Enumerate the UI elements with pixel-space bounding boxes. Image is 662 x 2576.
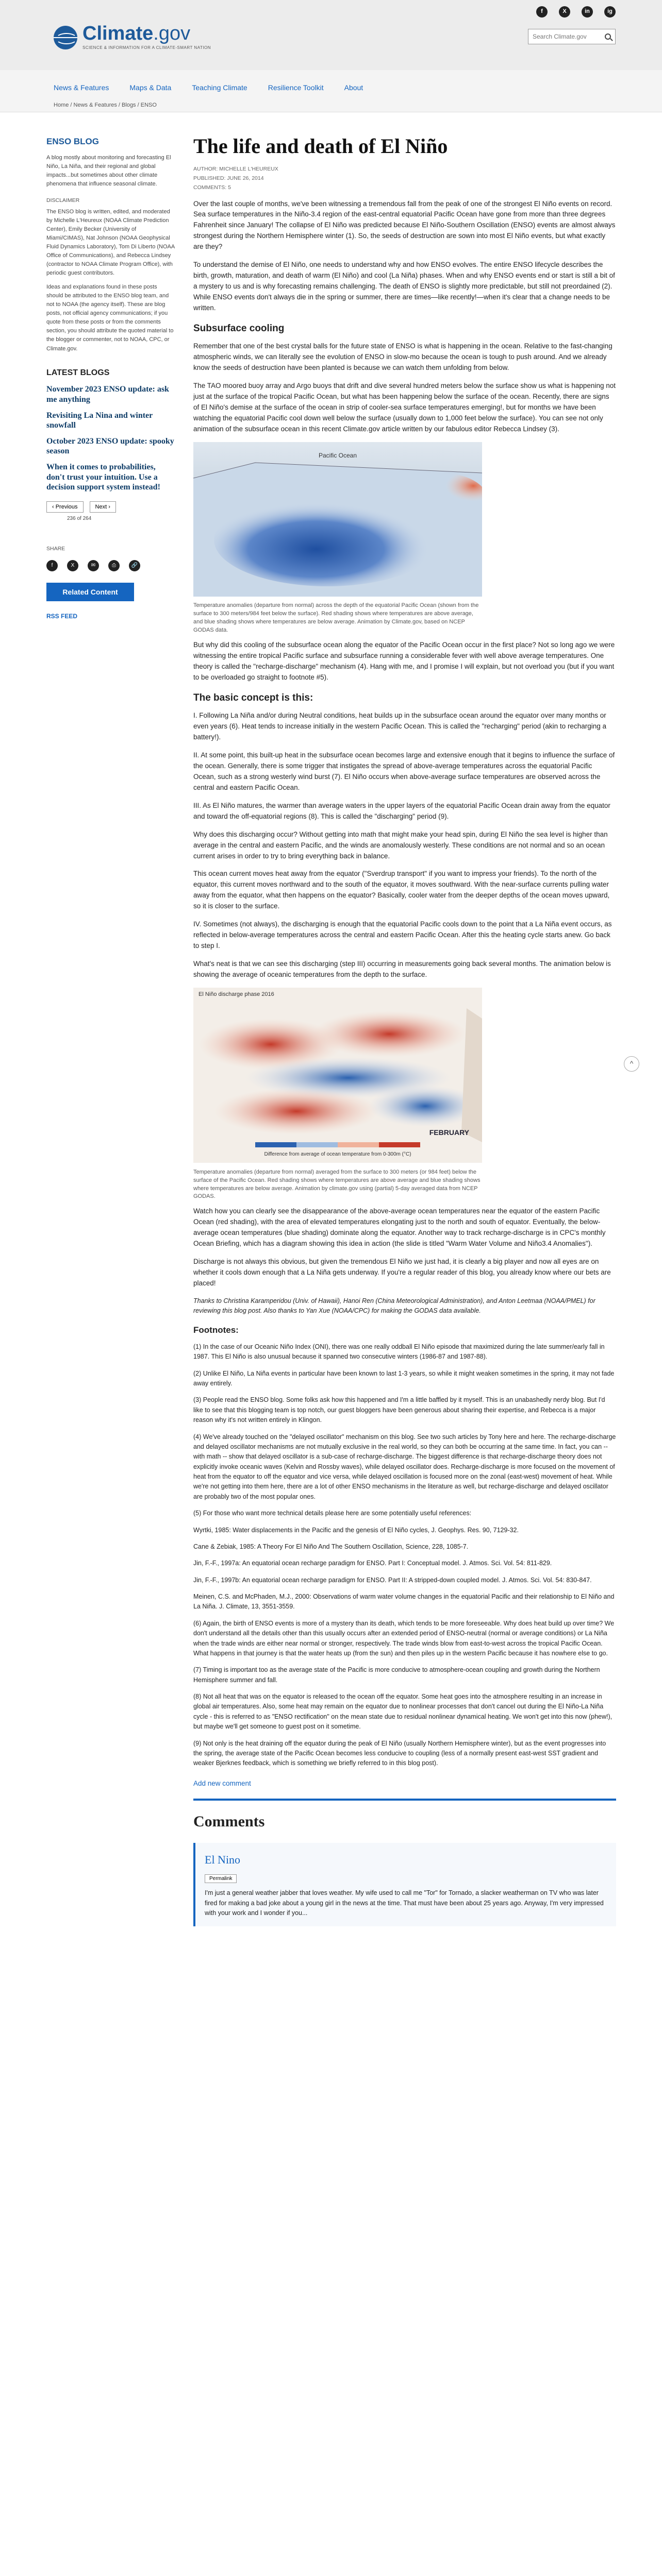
pager-count: 236 of 264 [67,516,92,522]
footnotes-heading: Footnotes: [193,1325,239,1335]
sidebar [46,135,175,621]
footnote: (4) We've already touched on the "delayed oscillator" mechanism on this blog. See two such articles by Tony here and here. The recharge-discharge and delayed oscillator mechanisms are not mutually exclusive in the real world, so they can both be occurring at the same time. In fact, you can -- with math -- show that delayed oscillator is a sub-case of recharge-discharge. The biggest difference is that recharge-discharge theory does not explicitly invoke oceanic waves (Kelvin and Rossby waves), while delayed oscillator does. Recharge-discharge is more focused on the movement of heat from the equator to off the equator and vice versa, while delayed oscillation is focused more on the zonal (east-west) movement of heat. While we're not getting into them here, there are a lot of other ENSO mechanisms in the literature as well, but recharge-discharge and delayed oscillator are probably two of the most popular ones. [193,1433,616,1500]
reference: Jin, F.-F., 1997a: An equatorial ocean recharge paradigm for ENSO. Part I: Conceptual model. J. Atmos. Sci. Vol. 54: 811-829. [193,1560,552,1567]
latest-link[interactable]: November 2023 ENSO update: ask me anything [46,385,169,404]
nav-news[interactable]: News & Features [54,83,109,92]
footnotes [193,1342,616,1769]
subsurface-heatmap [193,442,482,597]
share-email-icon[interactable]: ✉ [88,560,99,571]
sidebar-intro: A blog mostly about monitoring and forecasting El Niño, La Niña, and their regional and global impacts...but sometimes about other climate phenomena that influence seasonal climate. [46,155,171,188]
footnote: (6) Again, the birth of ENSO events is more of a mystery than its death, which tends to be more foreseeable. Why does heat build up over time? We don't understand all the details other than this usually occurs after an extended period of ENSO-neutral (normal or average conditions) or La Niña when the trade winds are either near normal or stronger, respectively. The trade winds blow from east-to-west across the tropical Pacific Ocean. What happens in that journey is that the water heats up (from the sun) and then piles up in the western Pacific because it has nowhere else to go. [193,1619,615,1657]
latest-heading: LATEST BLOGS [46,368,110,377]
footnote: (9) Not only is the heat draining off the equator during the peak of El Niño (usually Northern Hemisphere winter), but as the event progresses into the spring, the average state of the Pacific Ocean becomes less conducive to coupling (less of a normally present east-west SST gradient and weaker Bjerknes feedback, which is something we briefly referred to in this blog post). [193,1739,606,1767]
month-label: FEBRUARY [429,1128,469,1137]
section-heading: The basic concept is this: [193,692,313,703]
logo-tagline: SCIENCE & INFORMATION FOR A CLIMATE-SMART NATION [82,45,211,50]
page-title: The life and death of El Niño [193,134,448,158]
share-facebook-icon[interactable]: f [46,560,58,571]
discharge-map [193,988,482,1163]
author[interactable]: AUTHOR: MICHELLE L'HEUREUX [193,166,278,172]
step-4: IV. Sometimes (not always), the discharging is enough that the equatorial Pacific cools down to the point that a La Niña event occurs, as reflected in below-average temperatures across the central and eastern Pacific Ocean. After this the heating cycle starts anew. Go back to step I. [193,920,612,950]
comment [193,1843,616,1926]
search-input[interactable] [528,29,616,44]
footnote: (8) Not all heat that was on the equator is released to the ocean off the equator. Some heat goes into the atmosphere resulting in an increase in global air temperatures. Also, some heat may remain on the equator due to nonlinear processes that don't cancel out during the El Niño-La Niña cycle - this is referred to as "ENSO rectification" on the mean state due to residual nonlinear dynamical heating. We won't get into this now (phew!), but maybe we'll get someone to guest post on it sometime. [193,1693,613,1731]
reference: Jin, F.-F., 1997b: An equatorial ocean recharge paradigm for ENSO. Part II: A stripped-down coupled model. J. Atmos. Sci. Vol. 54: 830-847. [193,1576,592,1584]
paragraph: Remember that one of the best crystal balls for the future state of ENSO is what is happening in the ocean. Relative to the fast-changing atmospheric winds, we can literally see the evolution of ENSO in slow-mo because the ocean is tough to push around. And we already know the seeds of destruction have been planted is because we can watch them unfolding from below. [193,342,613,372]
comments-heading: Comments [193,1812,265,1830]
rss-feed-link[interactable]: RSS FEED [46,612,78,620]
reference: Meinen, C.S. and McPhaden, M.J., 2000: Observations of warm water volume changes in the equatorial Pacific and their relationship to El Niño and La Niña. J. Climate, 13, 3551-3559. [193,1593,615,1611]
footnote: (1) In the case of our Oceanic Niño Index (ONI), there was one really oddball El Niño episode that maximized during the late summer/early fall in 1987. This El Niño is also unusual because it spanned two consecutive winters (1986-87 and 1987-88). [193,1343,605,1361]
linkedin-icon[interactable]: in [582,6,593,18]
paragraph: Discharge is not always this obvious, but given the tremendous El Niño we just had, it is clearly a big player and now all eyes are on whether it cools down enough that a La Niña gets underway. If you're a regular reader of this blog, you already know where our bets are placed! [193,1258,611,1287]
nav-resilience[interactable]: Resilience Toolkit [268,83,324,92]
section-heading: Subsurface cooling [193,323,285,334]
paragraph: The TAO moored buoy array and Argo buoys that drift and dive several hundred meters below the surface show us what is happening not just at the surface of the tropical Pacific Ocean, but what has been happening below the surface of the ocean. Recently, there are signs of El Niño's demise at the surface of the ocean in strip of cooler-sea surface temperatures emerging!, but for months we have been watching the equatorial Pacific cool down well below the surface (usually down to 1,000 feet below the surface). You can see not only animation of the subsurface ocean in this recent Climate.gov article written by our fabulous editor Rebecca Lindsey (3). [193,381,616,433]
search-placeholder: Search Climate.gov [533,32,587,40]
comment-text: I'm just a general weather jabber that loves weather. My wife used to call me "Tor" for Tornado, a slacker weatherman on TV who was later fired for making a bad joke about a young girl in the news at the time. That must have been about 25 years ago. Anyway, I'm very impressed with your work and I wonder if you... [205,1889,604,1917]
link-icon[interactable]: 🔗 [129,560,140,571]
x-icon[interactable]: X [559,6,570,18]
nav-teaching[interactable]: Teaching Climate [192,83,247,92]
figure-title: El Niño discharge phase 2016 [198,991,274,997]
next-button[interactable]: Next › [90,501,116,513]
figure-discharge [193,988,482,1201]
nav-maps[interactable]: Maps & Data [129,83,172,92]
pager [46,501,175,513]
latest-link[interactable]: When it comes to probabilities, don't trust your intuition. Use a decision support system instead! [46,463,160,492]
sidebar-title: ENSO BLOG [46,137,100,146]
latest-link[interactable]: Revisiting La Nina and winter snowfall [46,411,153,430]
figure-subsurface [193,442,482,635]
latest-link[interactable]: October 2023 ENSO update: spooky season [46,437,174,456]
reference: Wyrtki, 1985: Water displacements in the Pacific and the genesis of El Niño cycles, J. Geophys. Res. 90, 7129-32. [193,1526,519,1534]
step-2: II. At some point, this built-up heat in the subsurface ocean becomes large and extensive enough that it begins to influence the surface of the ocean. Generally, there is some trigger that instigates the spread of above-average temperatures across the equatorial Pacific Ocean, such as a strong westerly wind burst (7). El Niño occurs when above-average surface temperatures are observed across the central and eastern Pacific Ocean. [193,751,615,791]
paragraph: Why does this discharging occur? Without getting into math that might make your head spin, during El Niño the sea level is higher than average in the central and eastern Pacific, and the winds are anomalously westerly. These conditions are not normal and so an ocean current arises in order to try to bring everything back in balance. [193,830,608,860]
paragraph: But why did this cooling of the subsurface ocean along the equator of the Pacific Ocean occur in the first place? Not so long ago we were witnessing the entire tropical Pacific surface and subsurface running a considerable fever with well above average temperatures. One theory is called the "recharge-discharge" mechanism (4). Hang with me, and I promise I will explain, but not overload you (but if you want to be overloaded go straight to footnote #5). [193,641,615,681]
footnote: (5) For those who want more technical details please here are some potentially useful references: [193,1510,472,1517]
social-links [536,6,616,18]
step-1: I. Following La Niña and/or during Neutral conditions, heat builds up in the subsurface ocean around the equator over many months or even years (6). Heat tends to increase initially in the western Pacific Ocean. This is called the "recharging" period (akin to recharging a battery!). [193,711,606,741]
legend-label: Difference from average of ocean temperature from 0-300m (°C) [264,1151,411,1157]
facebook-icon[interactable]: f [536,6,548,18]
footnote: (2) Unlike El Niño, La Niña events in particular have been known to last 1-3 years, so while it might weaken sometimes in the spring, it may not fade away entirely. [193,1369,615,1387]
share-heading: SHARE [46,545,65,552]
paragraph: Watch how you can clearly see the disappearance of the above-average ocean temperatures near the equator of the eastern Pacific Ocean (red shading), with the area of elevated temperatures elongating just to the north and south of equator. Eventually, the below-average ocean temperatures (blue shading) dominate along the equator. Another way to track recharge-discharge is in CPC's monthly Ocean Briefing, which has a diagram showing this idea in action (the slide is titled "Warm Water Volume and Niño3.4 Anomalies"). [193,1207,606,1248]
globe-icon [54,26,77,49]
breadcrumb[interactable]: Home / News & Features / Blogs / ENSO [54,102,157,108]
figure-caption: Temperature anomalies (departure from normal) averaged from the surface to 300 meters (or 984 feet) below the surface of the Pacific Ocean. Red shading shows where temperatures are above average and blue shading shows where temperatures are below average. Animation by climate.gov using (partial) 5-day averaged data from NCEP GODAS. [193,1168,481,1200]
previous-button[interactable]: ‹ Previous [46,501,84,513]
add-comment-link[interactable]: Add new comment [193,1779,251,1787]
comments-count[interactable]: COMMENTS: 5 [193,184,231,191]
article-meta [193,165,616,193]
footnote: (3) People read the ENSO blog. Some folks ask how this happened and I'm a little baffled by it myself. This is an unabashedly nerdy blog. But I'd like to see that this blogging team is top notch, our guest bloggers have been generous about sharing their expertise, and Rebecca is a major reason why it's not written entirely in Klingon. [193,1396,605,1424]
paragraph: What's neat is that we can see this discharging (step III) occurring in measurements going back several months. The animation below is showing the average of oceanic temperatures from the depth to the surface. [193,959,611,978]
reference: Cane & Zebiak, 1985: A Theory For El Niño And The Southern Oscillation, Science, 228, 1085-7. [193,1543,469,1550]
latest-blogs [46,367,175,492]
paragraph: This ocean current moves heat away from the equator ("Sverdrup transport" if you want to impress your friends). To the north of the equator, this current moves northward and to the south of the equator, it moves southward. With the near-surface currents pulling water away from the equator, what then happens on the equator? Basically, cooler water from the deeper depths of the ocean moves upward, so it is closer to the surface. [193,870,610,910]
published-date: PUBLISHED: JUNE 26, 2014 [193,175,264,181]
paragraph: Over the last couple of months, we've been witnessing a tremendous fall from the peak of one of the strongest El Niño events on record. Sea surface temperatures in the Niño-3.4 region of the east-central equatorial Pacific Ocean have gone from more than three degrees Fahrenheit since January! The collapse of El Niño was predicted because El Niño-Southern Oscillation (ENSO) events are almost always strongest during the Northern Hemisphere winter (1). So, the seeds of destruction are sown into most El Niño events, but what exactly are they? [193,199,616,251]
disclaimer-text: The ENSO blog is written, edited, and moderated by Michelle L'Heureux (NOAA Climate Prediction Center), Emily Becker (University of Miami/CIMAS), Nat Johnson (NOAA Geophysical Fluid Dynamics Laboratory), Tom Di Liberto (NOAA Office of Communications), and Rebecca Lindsey (contractor to NOAA Climate Program Office), with periodic guest contributors. [46,208,175,277]
scroll-top-button[interactable]: ^ [624,1056,639,1072]
site-header [0,0,662,70]
step-3: III. As El Niño matures, the warmer than average waters in the upper layers of the equatorial Pacific Ocean drain away from the equator and toward the off-equatorial regions (8). This is called the "discharging" period (9). [193,801,610,820]
main-nav [54,82,363,94]
search-icon[interactable] [605,33,611,40]
disclaimer-text-2: Ideas and explanations found in these posts should be attributed to the ENSO blog team, and not to NOAA (the agency itself). These are blog posts, not official agency communications; if you quote from these posts or from the comments section, you should attribute the quoted material to the blogger or commenter, not to NOAA, CPC, or Climate.gov. [46,284,174,352]
footnote: (7) Timing is important too as the average state of the Pacific is more conducive to atmosphere-ocean coupling and growth during the Northern Hemisphere summer and fall. [193,1666,600,1684]
nav-about[interactable]: About [344,83,363,92]
comment-author[interactable]: El Nino [205,1853,241,1867]
thanks: Thanks to Christina Karamperidou (Univ. of Hawaii), Hanoi Ren (China Meteorological Administration), and Anton Leetmaa (NOAA/PMEL) for reviewing this blog post. Also thanks to Yan Xue (NOAA/CPC) for making the GODAS data available. [193,1297,595,1315]
article [193,135,616,1926]
share-section [46,545,175,571]
permalink-button[interactable]: Permalink [205,1874,237,1883]
print-icon[interactable]: ⎙ [108,560,120,571]
paragraph: To understand the demise of El Niño, one needs to understand why and how ENSO evolves. The entire ENSO lifecycle describes the birth, growth, maturation, and death of warm (El Niño) and cool (La Niña) phases. When and why ENSO events end or start is still a bit of a mystery to us and is why forecasting remains challenging. The death of ENSO is slightly more predictable, but still not preordained (2). While ENSO events don't always die in the spring or summer, there are times—like recently!—when it's clear that a change needs to be written. [193,261,615,312]
figure-caption: Temperature anomalies (departure from normal) across the depth of the equatorial Pacific Ocean (shown from the surface to 300 meters/984 feet below the surface). Red shading shows where temperatures are above average, and blue shading shows where temperatures are below average. Animation by Climate.gov, based on NCEP GODAS data. [193,602,479,634]
share-x-icon[interactable]: X [67,560,78,571]
site-logo[interactable] [54,24,211,51]
related-content-button[interactable]: Related Content [46,583,134,601]
figure-title: Pacific Ocean [318,451,357,459]
logo-main: Climate.gov [82,23,191,44]
instagram-icon[interactable]: ig [604,6,616,18]
comments-section [193,1799,616,1927]
disclaimer-heading: DISCLAIMER [46,197,80,204]
